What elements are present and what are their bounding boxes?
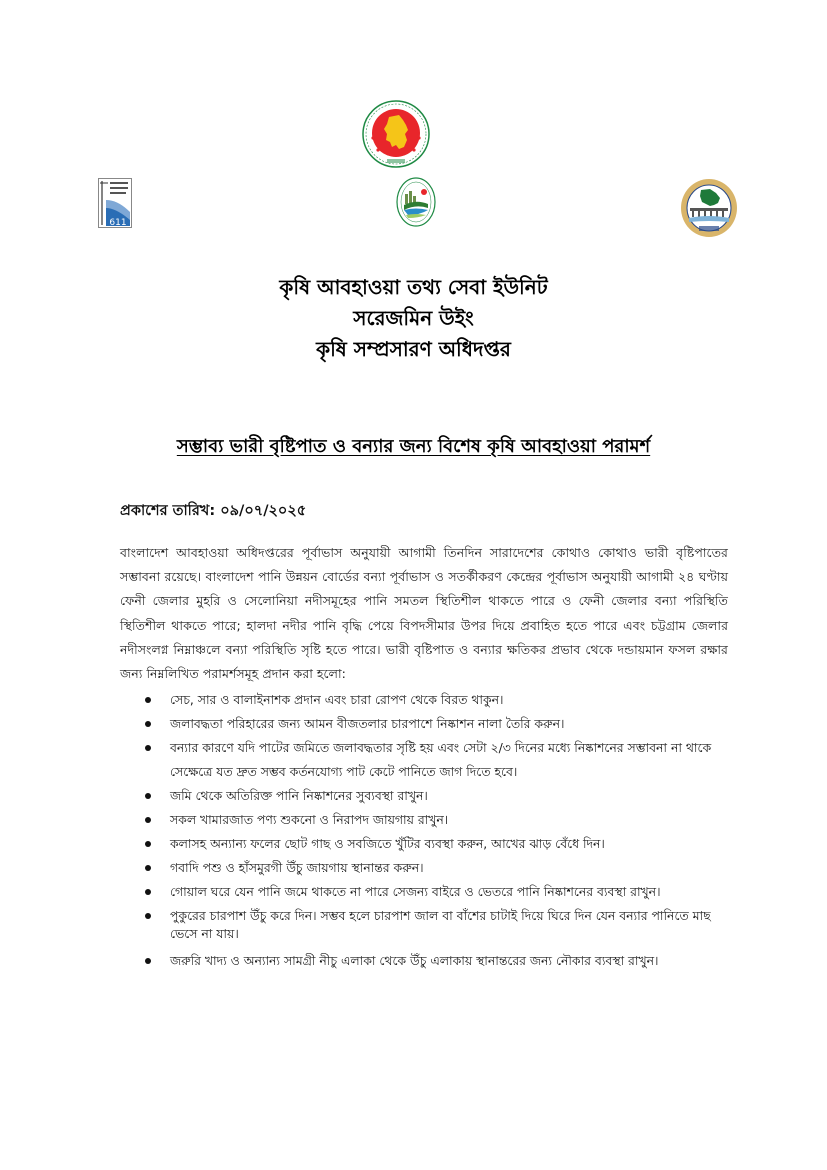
bullet-icon bbox=[145, 721, 151, 727]
list-item bbox=[120, 784, 732, 808]
gov-seal-icon bbox=[361, 100, 431, 168]
bullet-icon bbox=[145, 958, 151, 964]
list-item bbox=[120, 949, 732, 973]
publish-date-value: ০৯/০৭/২০২৫ bbox=[220, 503, 307, 519]
advice-text: সেচ, সার ও বালাইনাশক প্রদান এবং চারা রোপণ থেকে বিরত থাকুন। bbox=[170, 692, 504, 707]
organization-header bbox=[0, 272, 827, 365]
list-item bbox=[120, 712, 732, 736]
document-title: সম্ভাব্য ভারী বৃষ্টিপাত ও বন্যার জন্য বিশেষ কৃষি আবহাওয়া পরামর্শ bbox=[176, 436, 651, 457]
wing-name: সরেজমিন উইং bbox=[353, 306, 474, 330]
bullet-icon bbox=[145, 889, 151, 895]
unit-name: কৃষি আবহাওয়া তথ্য সেবা ইউনিট bbox=[279, 275, 548, 299]
bullet-icon bbox=[145, 865, 151, 871]
dae-logo-icon bbox=[396, 177, 436, 227]
department-name: কৃষি সম্প্রসারণ অধিদপ্তর bbox=[316, 337, 511, 361]
advice-text: গবাদি পশু ও হাঁসমুরগী উঁচু জায়গায় স্থানান্তর করুন। bbox=[170, 860, 424, 875]
list-item bbox=[120, 856, 732, 880]
svg-text:611: 611 bbox=[109, 218, 127, 228]
list-item bbox=[120, 832, 732, 856]
intro-paragraph: বাংলাদেশ আবহাওয়া অধিদপ্তরের পূর্বাভাস অনুযায়ী আগামী তিনদিন সারাদেশের কোথাও কোথাও ভারী বৃষ্টিপাতের সম্ভাবনা রয়েছে। বাংলাদেশ পানি উন্নয়ন বোর্ডের বন্যা পূর্বাভাস ও সতর্কীকরণ কেন্দ্রের পূর্বাভাস অনুযায়ী আগামী ২৪ ঘণ্টায় ফেনী জেলার মুহরি ও সেলোনিয়া নদীসমূহের পানি সমতল স্থিতিশীল থাকতে পারে ও ফেনী জেলার বন্যা পরিস্থিতি স্থিতিশীল থাকতে পারে; হালদা নদীর পানি বৃদ্ধি পেয়ে বিপদসীমার উপর দিয়ে প্রবাহিত হতে পারে এবং চট্টগ্রাম জেলার নদীসংলগ্ন নিম্নাঞ্চলে বন্যা পরিস্থিতি সৃষ্টি হতে পারে। ভারী বৃষ্টিপাত ও বন্যার ক্ষতিকর প্রভাব থেকে দন্ডায়মান ফসল রক্ষার জন্য নিম্নলিখিত পরামর্শসমূহ প্রদান করা হলো: bbox=[120, 545, 728, 682]
list-item bbox=[120, 904, 732, 949]
publish-date-label: প্রকাশের তারিখ: bbox=[120, 503, 216, 519]
advice-text: জরুরি খাদ্য ও অন্যান্য সামগ্রী নীচু এলাকা থেকে উঁচু এলাকায় স্থানান্তরের জন্য নৌকার ব্যবস্থা রাখুন। bbox=[170, 953, 659, 968]
advice-text: পুকুরের চারপাশ উঁচু করে দিন। সম্ভব হলে চারপাশ জাল বা বাঁশের চাটাই দিয়ে ঘিরে দিন যেন বন্যার পানিতে মাছ ভেসে না যায়। bbox=[170, 908, 711, 941]
met-dept-logo-icon bbox=[98, 178, 132, 228]
advice-text: গোয়াল ঘরে যেন পানি জমে থাকতে না পারে সেজন্য বাইরে ও ভেতরে পানি নিষ্কাশনের ব্যবস্থা রাখুন। bbox=[170, 884, 661, 899]
list-item bbox=[120, 880, 732, 904]
bullet-icon bbox=[145, 745, 151, 751]
bwdb-logo-icon bbox=[680, 178, 738, 238]
list-item bbox=[120, 736, 732, 784]
publish-date bbox=[120, 500, 306, 524]
advice-text: বন্যার কারণে যদি পাটের জমিতে জলাবদ্ধতার সৃষ্টি হয় এবং সেটা ২/৩ দিনের মধ্যে নিষ্কাশনের সম্ভাবনা না থাকে সেক্ষেত্রে যত দ্রুত সম্ভব কর্তনযোগ্য পাট কেটে পানিতে জাগ দিতে হবে। bbox=[170, 740, 712, 779]
advice-text: জমি থেকে অতিরিক্ত পানি নিষ্কাশনের সুব্যবস্থা রাখুন। bbox=[170, 788, 428, 803]
advice-text: জলাবদ্ধতা পরিহারের জন্য আমন বীজতলার চারপাশে নিষ্কাশন নালা তৈরি করুন। bbox=[170, 716, 565, 731]
bullet-icon bbox=[145, 793, 151, 799]
advice-list bbox=[120, 688, 732, 973]
bullet-icon bbox=[145, 817, 151, 823]
advice-text: কলাসহ অন্যান্য ফলের ছোট গাছ ও সবজিতে খুঁটির ব্যবস্থা করুন, আখের ঝাড় বেঁধে দিন। bbox=[170, 836, 605, 851]
bullet-icon bbox=[145, 841, 151, 847]
advice-text: সকল খামারজাত পণ্য শুকনো ও নিরাপদ জায়গায় রাখুন। bbox=[170, 812, 449, 827]
bullet-icon bbox=[145, 913, 151, 919]
list-item bbox=[120, 688, 732, 712]
list-item bbox=[120, 808, 732, 832]
bullet-icon bbox=[145, 697, 151, 703]
